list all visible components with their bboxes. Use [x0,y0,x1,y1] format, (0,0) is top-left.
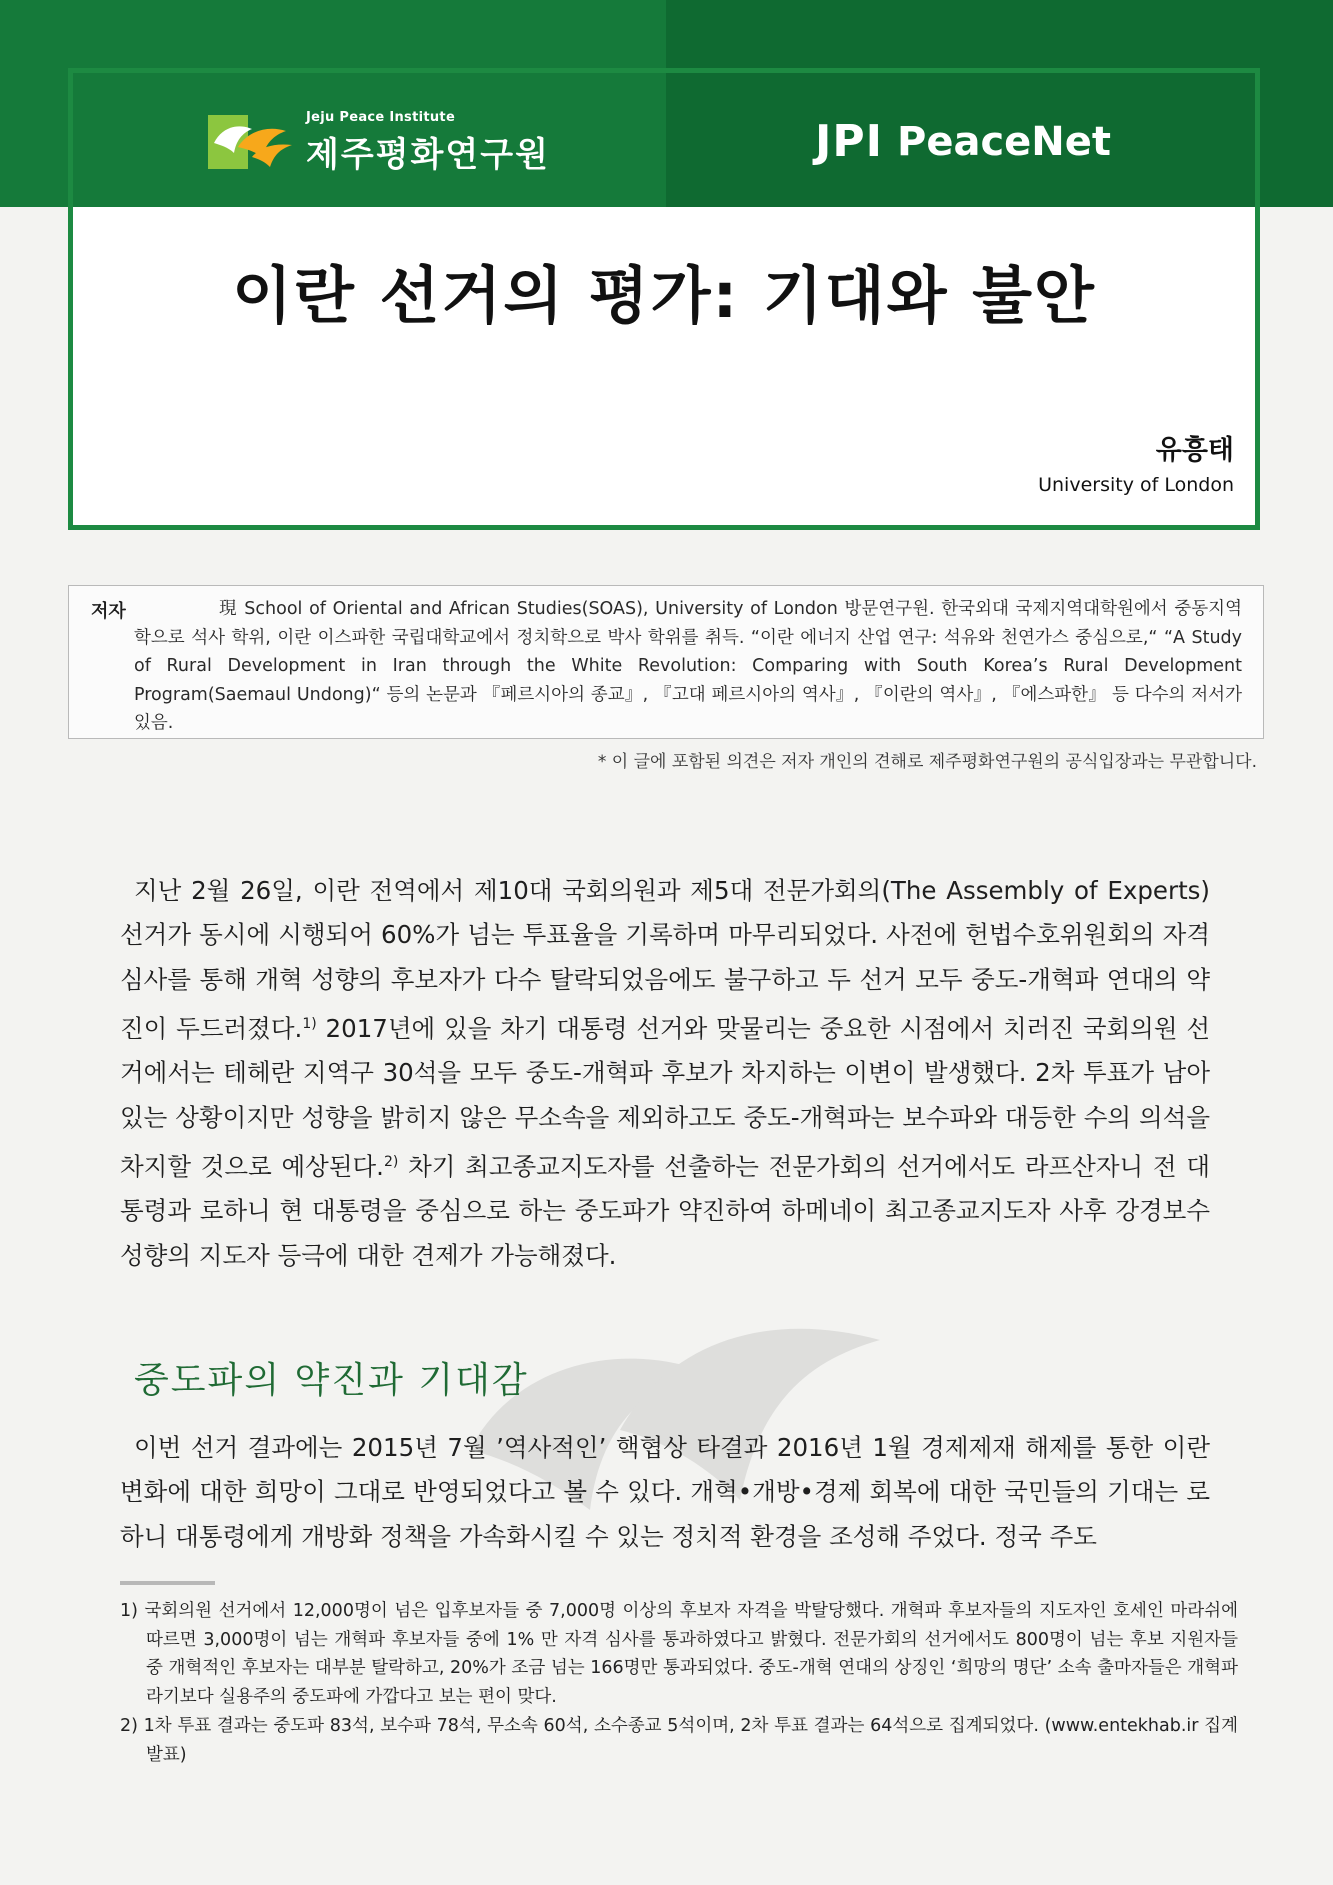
footnote-1: 1) 국회의원 선거에서 12,000명이 넘은 입후보자들 중 7,000명 이상의 후보자 자격을 박탈당했다. 개혁파 후보자들의 지도자인 호세인 마라쉬에 따르면 3,000명이 넘는 개혁파 후보자들 중에 1% 만 자격 심사를 통과하였다고 밝혔다. 전문가회의 선거에서도 800명이 넘는 후보 지원자들 중 개혁적인 후보자는 대부분 탈락하고, 20%가 조금 넘는 166명만 통과되었다. 중도-개혁 연대의 상징인 ‘희망의 명단’ 소속 출마자들은 개혁파라기보다 실용주의 중도파에 가깝다고 보는 편이 맞다. [120,1601,1238,1707]
footnote-ref-2[interactable]: 2) [383,1153,399,1170]
peacenet-logo [815,116,1111,167]
jpi-mark: JPI [815,116,883,167]
footnote-2: 2) 1차 투표 결과는 중도파 83석, 보수파 78석, 무소속 60석, 소수종교 5석이며, 2차 투표 결과는 64석으로 집계되었다. (www.entekhab.ir 집계 발표) [120,1716,1238,1765]
body-paragraph-1-part-c: 차기 최고종교지도자를 선출하는 전문가회의 선거에서도 라프산자니 전 대통령과 로하니 현 대통령을 중심으로 하는 중도파가 약진하여 하메네이 최고종교지도자 사후 강경보수 성향의 지도자 등극에 대한 견제가 가능해졌다. [120,1152,1210,1270]
author-bio: 現 School of Oriental and African Studies(SOAS), University of London 방문연구원. 한국외대 국제지역대학원에서 중동지역학으로 석사 학위, 이란 이스파한 국립대학교에서 정치학으로 박사 학위를 취득. “이란 에너지 산업 연구: 석유와 천연가스 중심으로,“ “A Study of Rural Development in Iran through the White Revolution: Comparing with South Korea’s Rural Development Program(Saemaul Undong)“ 등의 논문과 『페르시아의 종교』, 『고대 페르시아의 역사』, 『이란의 역사』, 『에스파한』 등 다수의 저서가 있음. [134,599,1242,733]
body-paragraph-1-part-a: 지난 2월 26일, 이란 전역에서 제10대 국회의원과 제5대 전문가회의(The Assembly of Experts) 선거가 동시에 시행되어 60%가 넘는 투표율을 기록하며 마무리되었다. 사전에 헌법수호위원회의 자격 심사를 통해 개혁 성향의 후보자가 다수 탈락되었음에도 불구하고 두 선거 모두 중도-개혁파 연대의 약진이 두드러졌다. [120,876,1210,1044]
jeju-peace-institute-logo [208,110,550,176]
page-title: 이란 선거의 평가: 기대와 불안 [232,259,1096,332]
body-paragraph-1 [120,869,1210,1278]
footnote-ref-1[interactable]: 1) [302,1015,317,1032]
section-heading: 중도파의 약진과 기대감 [134,1360,529,1401]
author-box-label: 저자 [91,601,126,622]
footnote-divider [120,1581,215,1585]
author-affiliation: University of London [1038,474,1234,496]
institute-english-name: Jeju Peace Institute [306,110,456,125]
body-paragraph-2: 이번 선거 결과에는 2015년 7월 ’역사적인’ 핵협상 타결과 2016년 1월 경제제재 해제를 통한 이란 변화에 대한 희망이 그대로 반영되었다고 볼 수 있다. 개혁•개방•경제 회복에 대한 국민들의 기대는 로하니 대통령에게 개방화 정책을 가속화시킬 수 있는 정치적 환경을 조성해 주었다. 정국 주도 [120,1433,1210,1551]
author-info-box [68,585,1264,739]
author-name: 유흥태 [1155,435,1234,466]
dove-logo-icon [208,113,294,173]
peacenet-wordmark: PeaceNet [897,118,1112,165]
body-paragraph-1-part-b: 2017년에 있을 차기 대통령 선거와 맞물리는 중요한 시점에서 치러진 국회의원 선거에서는 테헤란 지역구 30석을 모두 중도-개혁파 후보가 차지하는 이변이 발생했다. 2차 투표가 남아있는 상황이지만 성향을 밝히지 않은 무소속을 제외하고도 중도-개혁파는 보수파와 대등한 수의 의석을 차지할 것으로 예상된다. [120,1014,1210,1182]
institute-korean-name: 제주평화연구원 [306,135,550,175]
disclaimer: * 이 글에 포함된 의견은 저자 개인의 견해로 제주평화연구원의 공식입장과는 무관합니다. [597,752,1257,772]
